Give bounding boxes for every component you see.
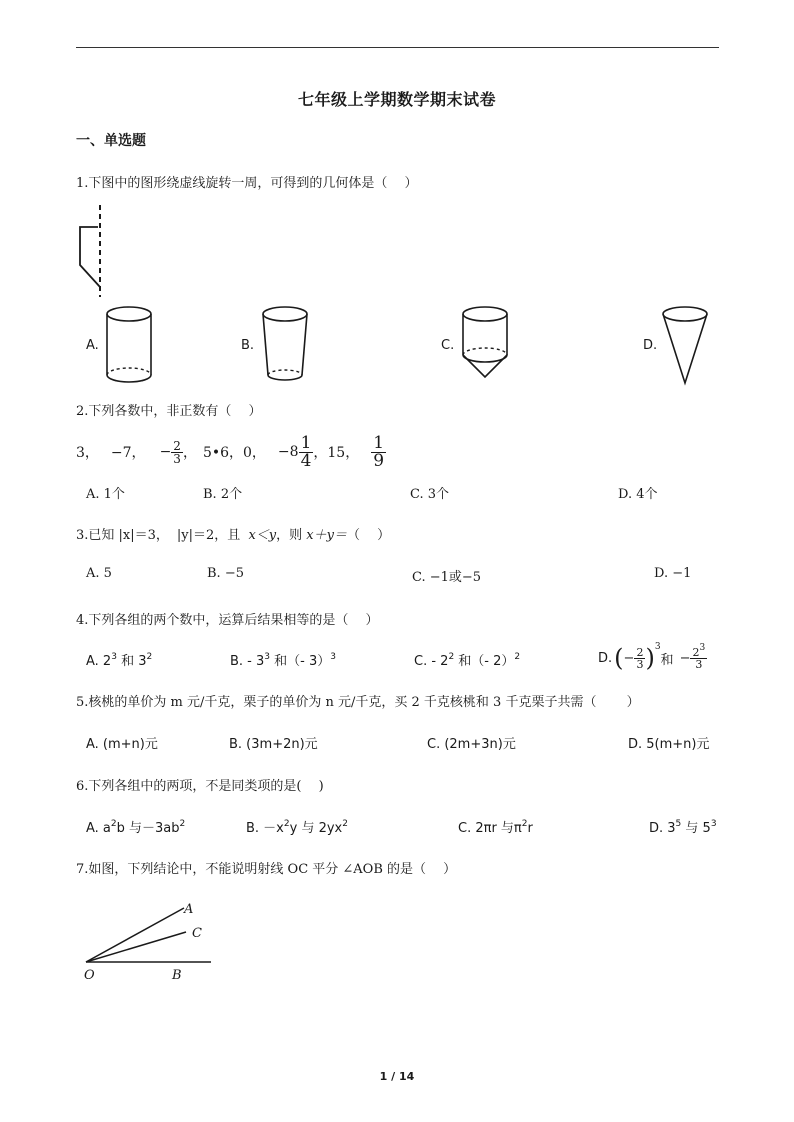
q5-option-b[interactable]: B. (3m+2n)元 [229,737,318,752]
point-label-b: B [172,968,182,983]
fraction-numerator: 1 [373,432,385,453]
q2-option-a[interactable]: A. 1个 [86,487,125,502]
point-label-c: C [192,926,202,941]
q5-option-c[interactable]: C. (2m+3n)元 [427,737,516,752]
q4-option-c[interactable] [414,650,520,669]
exponent: 3 [710,819,717,829]
option-text: 和 [660,652,674,668]
q7-stem: 7.如图，下列结论中，不能说明射线 OC 平分 ∠AOB 的是（ ） [76,862,457,877]
option-text: 和（- 2） [454,654,515,669]
q4-fraction [690,642,707,671]
fraction-denominator: 3 [695,657,703,671]
q7-angle-figure [76,895,226,990]
q3-option-a[interactable]: A. 5 [86,566,112,581]
q3-abs-x: |x|＝3， [118,528,169,543]
q2-fraction [299,432,314,471]
header-rule [76,47,719,48]
q3-stem [76,524,390,543]
option-text: C. - 2 [414,654,449,669]
q2-option-d[interactable]: D. 4个 [618,487,658,502]
fraction-numerator: 1 [300,432,312,453]
q1-frustum-icon[interactable] [260,305,312,385]
q3-condition: x＜y [248,528,277,543]
q3-expression: x＋y＝ [306,528,347,543]
q1-option-c-label[interactable]: C. [441,338,455,353]
q4-stem: 4.下列各组的两个数中，运算后结果相等的是（ ） [76,613,379,628]
q2-fraction [371,432,386,471]
exponent: 3 [699,642,706,653]
q3-then: ，则 [276,528,307,543]
point-label-a: A [184,902,194,917]
option-text: B. －x [246,821,284,836]
q6-stem: 6.下列各组中的两项，不是同类项的是( ) [76,779,324,794]
q1-cylinder-icon[interactable] [104,305,156,385]
section-title: 一、单选题 [76,133,146,149]
right-paren: ) [645,644,655,672]
q2-fraction [171,440,183,465]
q3-option-c[interactable]: C. −1或−5 [412,570,482,585]
numerator-base: 2 [692,645,700,659]
minus-sign: − [623,650,635,666]
q6-option-d[interactable] [649,817,717,836]
exponent: 2 [283,819,290,829]
q1-rotation-figure [76,205,116,300]
fraction-denominator: 9 [373,450,385,471]
q2-number: 5•6，0， [202,445,266,461]
option-text: y 与 2yx [289,821,343,836]
q2-separator: ， [182,445,197,461]
q2-sign: − [159,444,172,460]
q1-option-b-label[interactable]: B. [241,338,255,353]
exponent: 3 [654,642,661,652]
q1-stem: 1.下图中的图形绕虚线旋转一周，可得到的几何体是（ ） [76,176,418,191]
q2-option-b[interactable]: B. 2个 [203,487,243,502]
option-text: 和 3 [116,654,147,669]
exponent: 2 [110,819,117,829]
fraction-denominator: 3 [173,451,181,466]
q5-option-a[interactable]: A. (m+n)元 [86,737,158,752]
option-text: A. a [86,821,111,836]
left-paren: ( [614,644,624,672]
q5-option-d[interactable]: D. 5(m+n)元 [628,737,710,752]
page-number: 1 / 14 [379,1070,415,1083]
option-text: B. - 3 [230,654,265,669]
q2-number: ，15， [313,445,360,461]
minus-sign: − [679,650,691,666]
q3-stem-prefix: 3.已知 [76,528,119,543]
exam-title: 七年级上学期数学期末试卷 [297,90,496,109]
fraction-denominator: 3 [636,657,644,671]
fraction-denominator: 4 [300,450,312,471]
q4-fraction [634,647,645,670]
option-text: D. 3 [649,821,676,836]
exponent: 3 [330,652,336,662]
exponent: 3 [111,652,117,662]
exponent: 3 [264,652,271,662]
q4-option-d[interactable] [598,640,707,676]
q2-number: −7， [110,445,146,461]
q2-stem: 2.下列各数中，非正数有（ ） [76,404,262,419]
exponent: 2 [179,819,186,829]
q4-option-a[interactable] [86,650,152,669]
q1-cylinder-cone-icon[interactable] [460,305,512,385]
q1-option-d-label[interactable]: D. [643,338,658,353]
q6-option-c[interactable] [458,817,533,836]
q3-paren: （ ） [346,528,391,543]
q4-option-b[interactable] [230,650,336,669]
q6-option-b[interactable] [246,817,348,836]
q2-number-list [76,432,386,472]
exponent: 2 [448,652,455,662]
option-text: b 与－3ab [116,821,180,836]
q2-option-c[interactable]: C. 3个 [410,487,450,502]
exponent: 5 [675,819,682,829]
q1-option-a-label[interactable]: A. [86,338,99,353]
exponent: 2 [521,819,528,829]
fraction-numerator: 2 [173,438,181,453]
point-label-o: O [84,968,95,983]
fraction-numerator: 2 [636,645,644,659]
exponent: 2 [146,652,153,662]
option-letter: D. [598,650,613,666]
option-text: C. 2πr 与π [458,821,522,836]
q2-mixed-whole: −8 [277,444,299,460]
q3-abs-y: |y|＝2，且 [176,528,245,543]
exponent: 2 [514,652,521,662]
exponent: 2 [342,819,348,829]
option-text: A. 2 [86,654,112,669]
q1-cone-icon[interactable] [660,305,712,385]
q6-option-a[interactable] [86,817,185,836]
fraction-numerator [690,642,707,659]
option-text: r [527,821,533,836]
q3-option-b[interactable]: B. −5 [207,566,244,581]
q5-stem: 5.核桃的单价为 m 元/千克，栗子的单价为 n 元/千克，买 2 千克核桃和 3 千克栗子共需（ ） [76,695,640,710]
option-text: 与 5 [681,821,711,836]
q3-option-d[interactable]: D. −1 [654,566,692,581]
q2-number: 3， [76,445,99,461]
option-text: 和（- 3） [270,654,331,669]
